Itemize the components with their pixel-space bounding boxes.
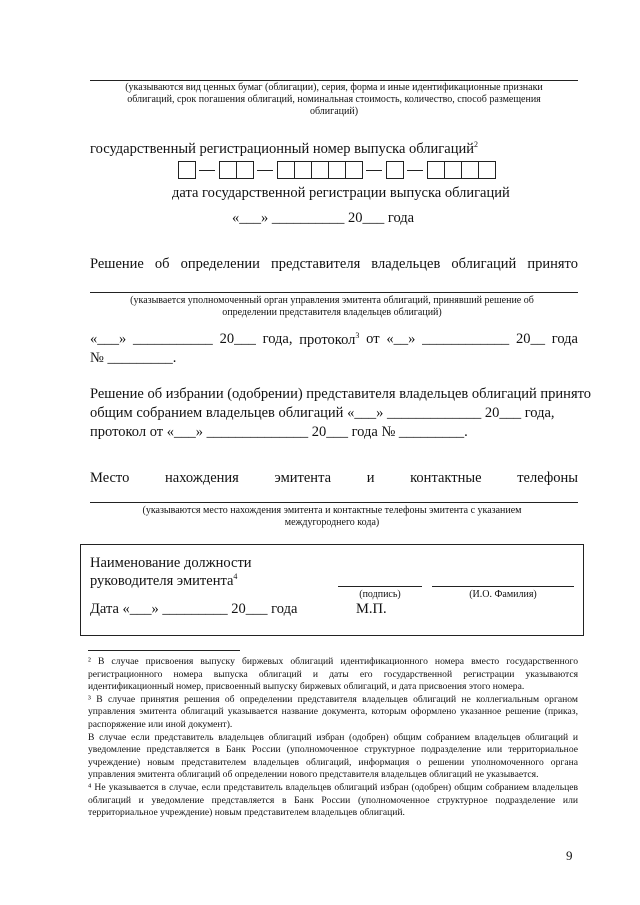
footnote-ref-3: 3 (355, 331, 360, 340)
signature-caption: (подпись) (359, 589, 401, 600)
location-word: эмитента (274, 470, 332, 486)
decision-date-word-text: «___» (90, 331, 127, 347)
decision-date-word (133, 331, 213, 349)
election-line-1: Решение об избрании (одобрении) представителя владельцев облигаций принято (90, 386, 592, 402)
reg-number-cell[interactable] (277, 161, 295, 179)
decision-caption: (указывается уполномоченный орган управления эмитента облигаций, принявший решение об определении представителя владельцев облигаций) (130, 295, 534, 318)
reg-number-cell[interactable] (294, 161, 312, 179)
footnote-3-continued: В случае если представитель владельцев облигаций избран (одобрен) общим собранием владельцев облигаций и уведомление представляется в Банк России (уполномоченное структурное подразделение или территориальное учреждение) новым представителем владельцев облигаций, информация о решении уполномоченного органа управления эмитента облигаций об определении нового представителя владельцев облигаций не указывается. (88, 731, 578, 781)
reg-date-label: дата государственной регистрации выпуска облигаций (172, 185, 510, 201)
page-number: 9 (566, 848, 573, 863)
top-caption: (указываются вид ценных бумаг (облигации), серия, форма и иные идентификационные признаки облигаций, срок погашения облигаций, номинальная стоимость, количество, способ размещения облигаций) (125, 82, 543, 117)
reg-number-cell[interactable] (311, 161, 329, 179)
reg-number-cell[interactable] (219, 161, 237, 179)
location-line (90, 470, 578, 487)
decision-date-word (422, 331, 509, 349)
decision-date-word (299, 331, 359, 349)
decision-date-word (220, 331, 256, 349)
footnote-ref-4: 4 (233, 572, 238, 581)
location-word: нахождения (165, 470, 239, 486)
decision-date-word (90, 331, 126, 349)
reg-number-cell[interactable] (236, 161, 254, 179)
decision-date-word (366, 331, 379, 349)
reg-date-line[interactable]: «___» __________ 20___ года (232, 210, 415, 226)
decision-date-word-text: протокол (299, 331, 356, 348)
decision-date-word (263, 331, 293, 349)
reg-number-text: государственный регистрационный номер выпуска облигаций (90, 140, 474, 157)
reg-number-cell[interactable] (328, 161, 346, 179)
footnote-2: ² В случае присвоения выпуску биржевых облигаций идентификационного номера вместо государственного регистрационного номера выпуска облигаций и даты его государственной регистрации указываются идентификационный номер, присвоенный выпуску биржевых облигаций, и дата присвоения этого номера. (88, 656, 578, 693)
decision-date-word (552, 331, 578, 349)
name-caption: (И.О. Фамилия) (469, 589, 537, 600)
reg-number-cell[interactable] (427, 161, 445, 179)
top-fill-line (90, 80, 578, 81)
location-word: контактные (410, 470, 482, 486)
decision-line (90, 256, 578, 273)
decision-date-word-text: ____________ (422, 331, 510, 347)
reg-number-cell[interactable] (386, 161, 404, 179)
position-label-2-text: руководителя эмитента (90, 572, 234, 589)
decision-date-word-text: года (551, 331, 578, 347)
location-word: и (366, 470, 375, 486)
reg-number-dash (199, 170, 215, 171)
decision-date-word-text: года, (262, 331, 293, 347)
decision-fill-line[interactable] (90, 292, 578, 293)
location-word: Место (90, 470, 130, 486)
reg-number-cell[interactable] (178, 161, 196, 179)
reg-number-dash (257, 170, 273, 171)
decision-word: Решение (90, 256, 144, 272)
reg-number-cell[interactable] (461, 161, 479, 179)
decision-date-word-text: «__» (386, 331, 416, 347)
position-label-2 (90, 572, 237, 590)
footnote-ref-2: 2 (473, 140, 478, 149)
decision-word: определении (180, 256, 260, 272)
footnote-3: ³ В случае принятия решения об определении представителя владельцев облигаций не коллегиальным органом управления эмитента облигаций указывается название документа, которым оформлено указанное решение (приказ, распоряжение или иной документ). (88, 693, 578, 730)
decision-date-word-text: ___________ (133, 331, 213, 347)
election-line-3[interactable]: протокол от «___» ______________ 20___ года № _________. (90, 424, 468, 440)
signature-line[interactable] (338, 586, 422, 587)
decision-date-line[interactable] (90, 331, 578, 349)
decision-word: владельцев (371, 256, 441, 272)
reg-number-dash (407, 170, 423, 171)
signature-date-line[interactable]: Дата «___» _________ 20___ года (90, 601, 298, 617)
reg-number-boxes[interactable] (178, 161, 495, 179)
reg-number-cell[interactable] (444, 161, 462, 179)
reg-number-cell[interactable] (345, 161, 363, 179)
decision-word: представителя (270, 256, 361, 272)
reg-number-label (90, 140, 478, 158)
footnote-separator (88, 650, 240, 651)
name-line[interactable] (432, 586, 574, 587)
decision-word: об (154, 256, 170, 272)
decision-date-word-text: от (366, 331, 380, 347)
decision-number-line[interactable]: № _________. (90, 350, 177, 366)
location-word: телефоны (517, 470, 578, 486)
decision-date-word-text: 20___ (219, 331, 256, 347)
reg-number-cell[interactable] (478, 161, 496, 179)
location-fill-line[interactable] (90, 502, 578, 503)
location-caption: (указываются место нахождения эмитента и контактные телефоны эмитента с указанием междугороднего кода) (142, 505, 522, 528)
decision-date-word (516, 331, 545, 349)
footnote-4: ⁴ Не указывается в случае, если представитель владельцев облигаций избран (одобрен) общим собранием владельцев облигаций и уведомление представляется в Банк России (уполномоченное структурное подразделение или территориальное учреждение) новым представителем владельцев облигаций. (88, 781, 578, 819)
reg-number-dash (366, 170, 382, 171)
election-line-2[interactable]: общим собранием владельцев облигаций «___» _____________ 20___ года, (90, 405, 555, 421)
position-label-1: Наименование должности (90, 555, 252, 571)
decision-word: принято (527, 256, 578, 272)
footnotes (88, 656, 578, 820)
decision-date-word-text: 20__ (515, 331, 545, 347)
stamp-label: М.П. (356, 601, 387, 617)
decision-word: облигаций (451, 256, 517, 272)
decision-date-word (386, 331, 415, 349)
